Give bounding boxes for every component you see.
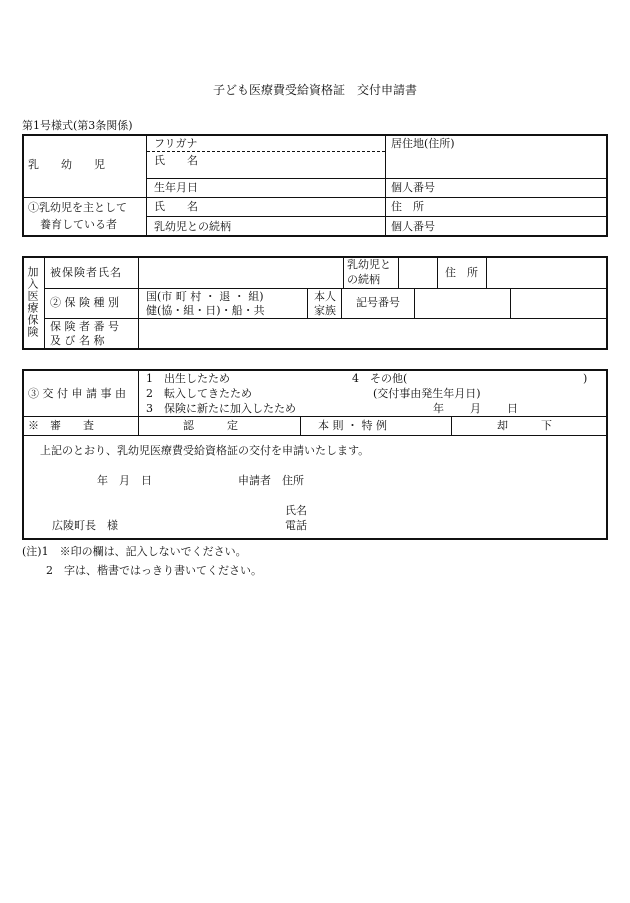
insured-name-label: 被保険者氏名 [50, 266, 122, 279]
addressee: 広陵町長 様 [52, 519, 118, 532]
reason-1: 1 出生したため [146, 372, 230, 385]
reason-date-note: (交付事由発生年月日) [373, 387, 481, 400]
relation-label-line2: の続柄 [347, 273, 380, 286]
infant-address-label: 居住地(住所) [391, 137, 455, 150]
reason-label: ③ 交 付 申 請 事 由 [28, 387, 126, 400]
guardian-name-label: 氏 名 [154, 200, 198, 213]
applicant-phone-label: 電話 [285, 519, 307, 532]
family-label: 家族 [314, 304, 336, 317]
note-2: 2 字は、楷書ではっきり書いてください。 [46, 564, 262, 577]
note-1: (注)1 ※印の欄は、記入しないでください。 [22, 545, 247, 558]
insurer-number-label: 保 険 者 番 号 [50, 320, 119, 333]
applicant-address-label: 申請者 住所 [238, 474, 304, 487]
reason-4-close: ) [583, 372, 588, 385]
insurance-types-line1: 国(市 町 村 ・ 退 ・ 組) [146, 290, 264, 303]
application-date: 年 月 日 [97, 474, 152, 487]
main-special-label: 本 則 ・ 特 例 [318, 419, 387, 432]
applicant-name-label: 氏名 [285, 504, 307, 517]
infant-name-label: 氏 名 [154, 154, 198, 167]
reason-month: 月 [470, 402, 481, 415]
self-label: 本人 [314, 290, 336, 303]
reason-day: 日 [507, 402, 518, 415]
guardian-label-line1: ①乳幼児を主として [28, 201, 127, 214]
insurer-name-label: 及 び 名 称 [50, 334, 105, 347]
insurance-types-line2: 健(協・組・日)・船・共 [146, 304, 265, 317]
review-label: ※ 審 査 [28, 419, 94, 432]
insurance-address-label: 住 所 [445, 266, 478, 279]
guardian-address-label: 住 所 [391, 200, 424, 213]
relation-label-line1: 乳幼児と [347, 258, 391, 271]
reject-label: 却 下 [497, 419, 552, 432]
page-title: 子ども医療費受給資格証 交付申請書 [212, 83, 417, 97]
symbol-number-label: 記号番号 [356, 296, 400, 309]
form-label: 第1号様式(第3条関係) [22, 119, 133, 132]
guardian-label-line2: 養育している者 [40, 218, 117, 231]
insurance-vertical-label: 加入医療保険 [26, 266, 39, 338]
reason-2: 2 転入してきたため [146, 387, 252, 400]
infant-label: 乳 幼 児 [28, 158, 105, 171]
infant-personal-number-label: 個人番号 [391, 181, 435, 194]
furigana-label: フリガナ [154, 137, 198, 150]
reason-year: 年 [433, 402, 444, 415]
insurance-type-label: ② 保 険 種 別 [50, 296, 119, 309]
relation-label: 乳幼児との続柄 [154, 220, 231, 233]
application-statement: 上記のとおり、乳幼児医療費受給資格証の交付を申請いたします。 [40, 444, 370, 457]
birthdate-label: 生年月日 [154, 181, 198, 194]
guardian-personal-number-label: 個人番号 [391, 220, 435, 233]
approve-label: 認 定 [183, 419, 238, 432]
reason-3: 3 保険に新たに加入したため [146, 402, 296, 415]
reason-4: 4 その他( [352, 372, 408, 385]
